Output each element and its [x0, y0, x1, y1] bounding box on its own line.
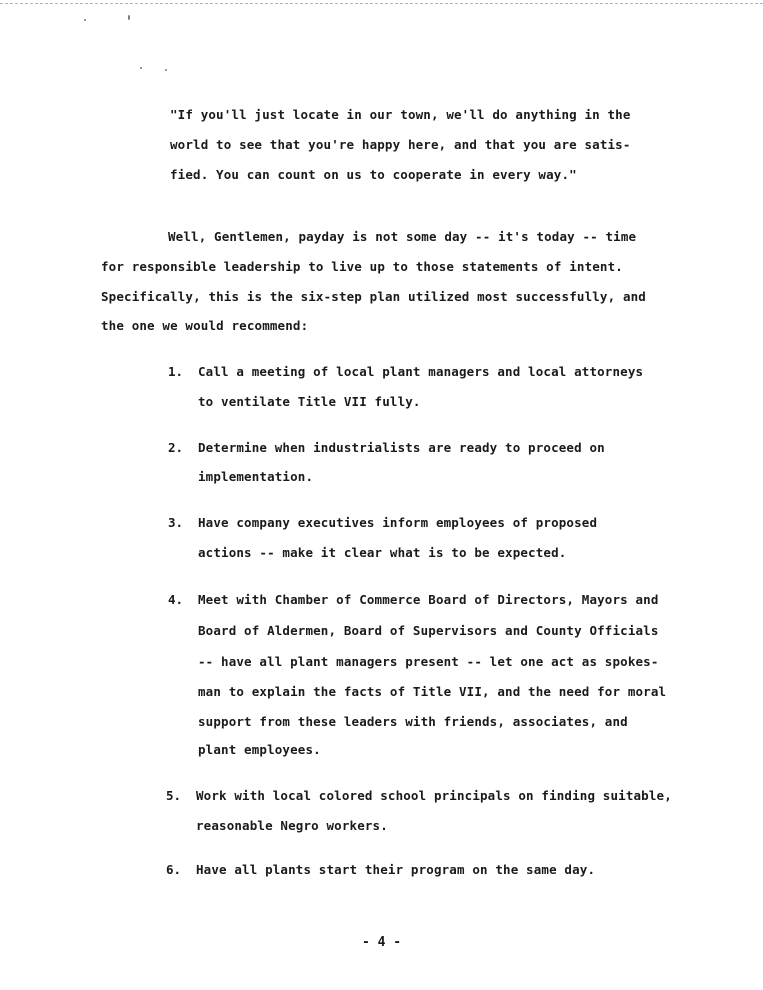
paragraph-line-2: for responsible leadership to live up to those statements of intent.: [101, 259, 623, 274]
paragraph-line-4: the one we would recommend:: [101, 318, 309, 333]
step-3-line-1: Have company executives inform employees of proposed: [198, 515, 598, 530]
quote-line-1: "If you'll just locate in our town, we'll do anything in the: [170, 107, 631, 122]
step-4-line-2: Board of Aldermen, Board of Supervisors and County Officials: [198, 623, 659, 638]
step-2-line-1: Determine when industrialists are ready to proceed on: [198, 440, 605, 455]
step-3-number: 3.: [168, 515, 184, 530]
step-2-number: 2.: [168, 440, 184, 455]
step-2-line-2: implementation.: [198, 469, 314, 484]
quote-line-3: fied. You can count on us to cooperate in every way.": [170, 167, 577, 182]
step-3-line-2: actions -- make it clear what is to be expected.: [198, 545, 567, 560]
step-4-number: 4.: [168, 592, 184, 607]
step-6-number: 6.: [166, 862, 182, 877]
top-edge-border: [0, 3, 763, 4]
step-5-number: 5.: [166, 788, 182, 803]
step-4-line-1: Meet with Chamber of Commerce Board of Directors, Mayors and: [198, 592, 659, 607]
paragraph-line-1: Well, Gentlemen, payday is not some day -- it's today -- time: [168, 229, 637, 244]
step-4-line-6: plant employees.: [198, 742, 321, 757]
scan-speck: [128, 15, 130, 20]
step-6-line-1: Have all plants start their program on the same day.: [196, 862, 596, 877]
paragraph-line-3: Specifically, this is the six-step plan utilized most successfully, and: [101, 289, 646, 304]
step-5-line-1: Work with local colored school principals on finding suitable,: [196, 788, 672, 803]
step-1-number: 1.: [168, 364, 184, 379]
step-4-line-4: man to explain the facts of Title VII, and the need for moral: [198, 684, 667, 699]
scan-speck: [165, 69, 167, 71]
step-4-line-3: -- have all plant managers present -- let one act as spokes-: [198, 654, 659, 669]
scan-speck: [140, 67, 142, 69]
page-number: - 4 -: [362, 935, 402, 950]
scan-speck: [84, 19, 86, 21]
step-1-line-2: to ventilate Title VII fully.: [198, 394, 421, 409]
step-1-line-1: Call a meeting of local plant managers and local attorneys: [198, 364, 644, 379]
quote-line-2: world to see that you're happy here, and that you are satis-: [170, 137, 631, 152]
step-5-line-2: reasonable Negro workers.: [196, 818, 388, 833]
step-4-line-5: support from these leaders with friends, associates, and: [198, 714, 628, 729]
